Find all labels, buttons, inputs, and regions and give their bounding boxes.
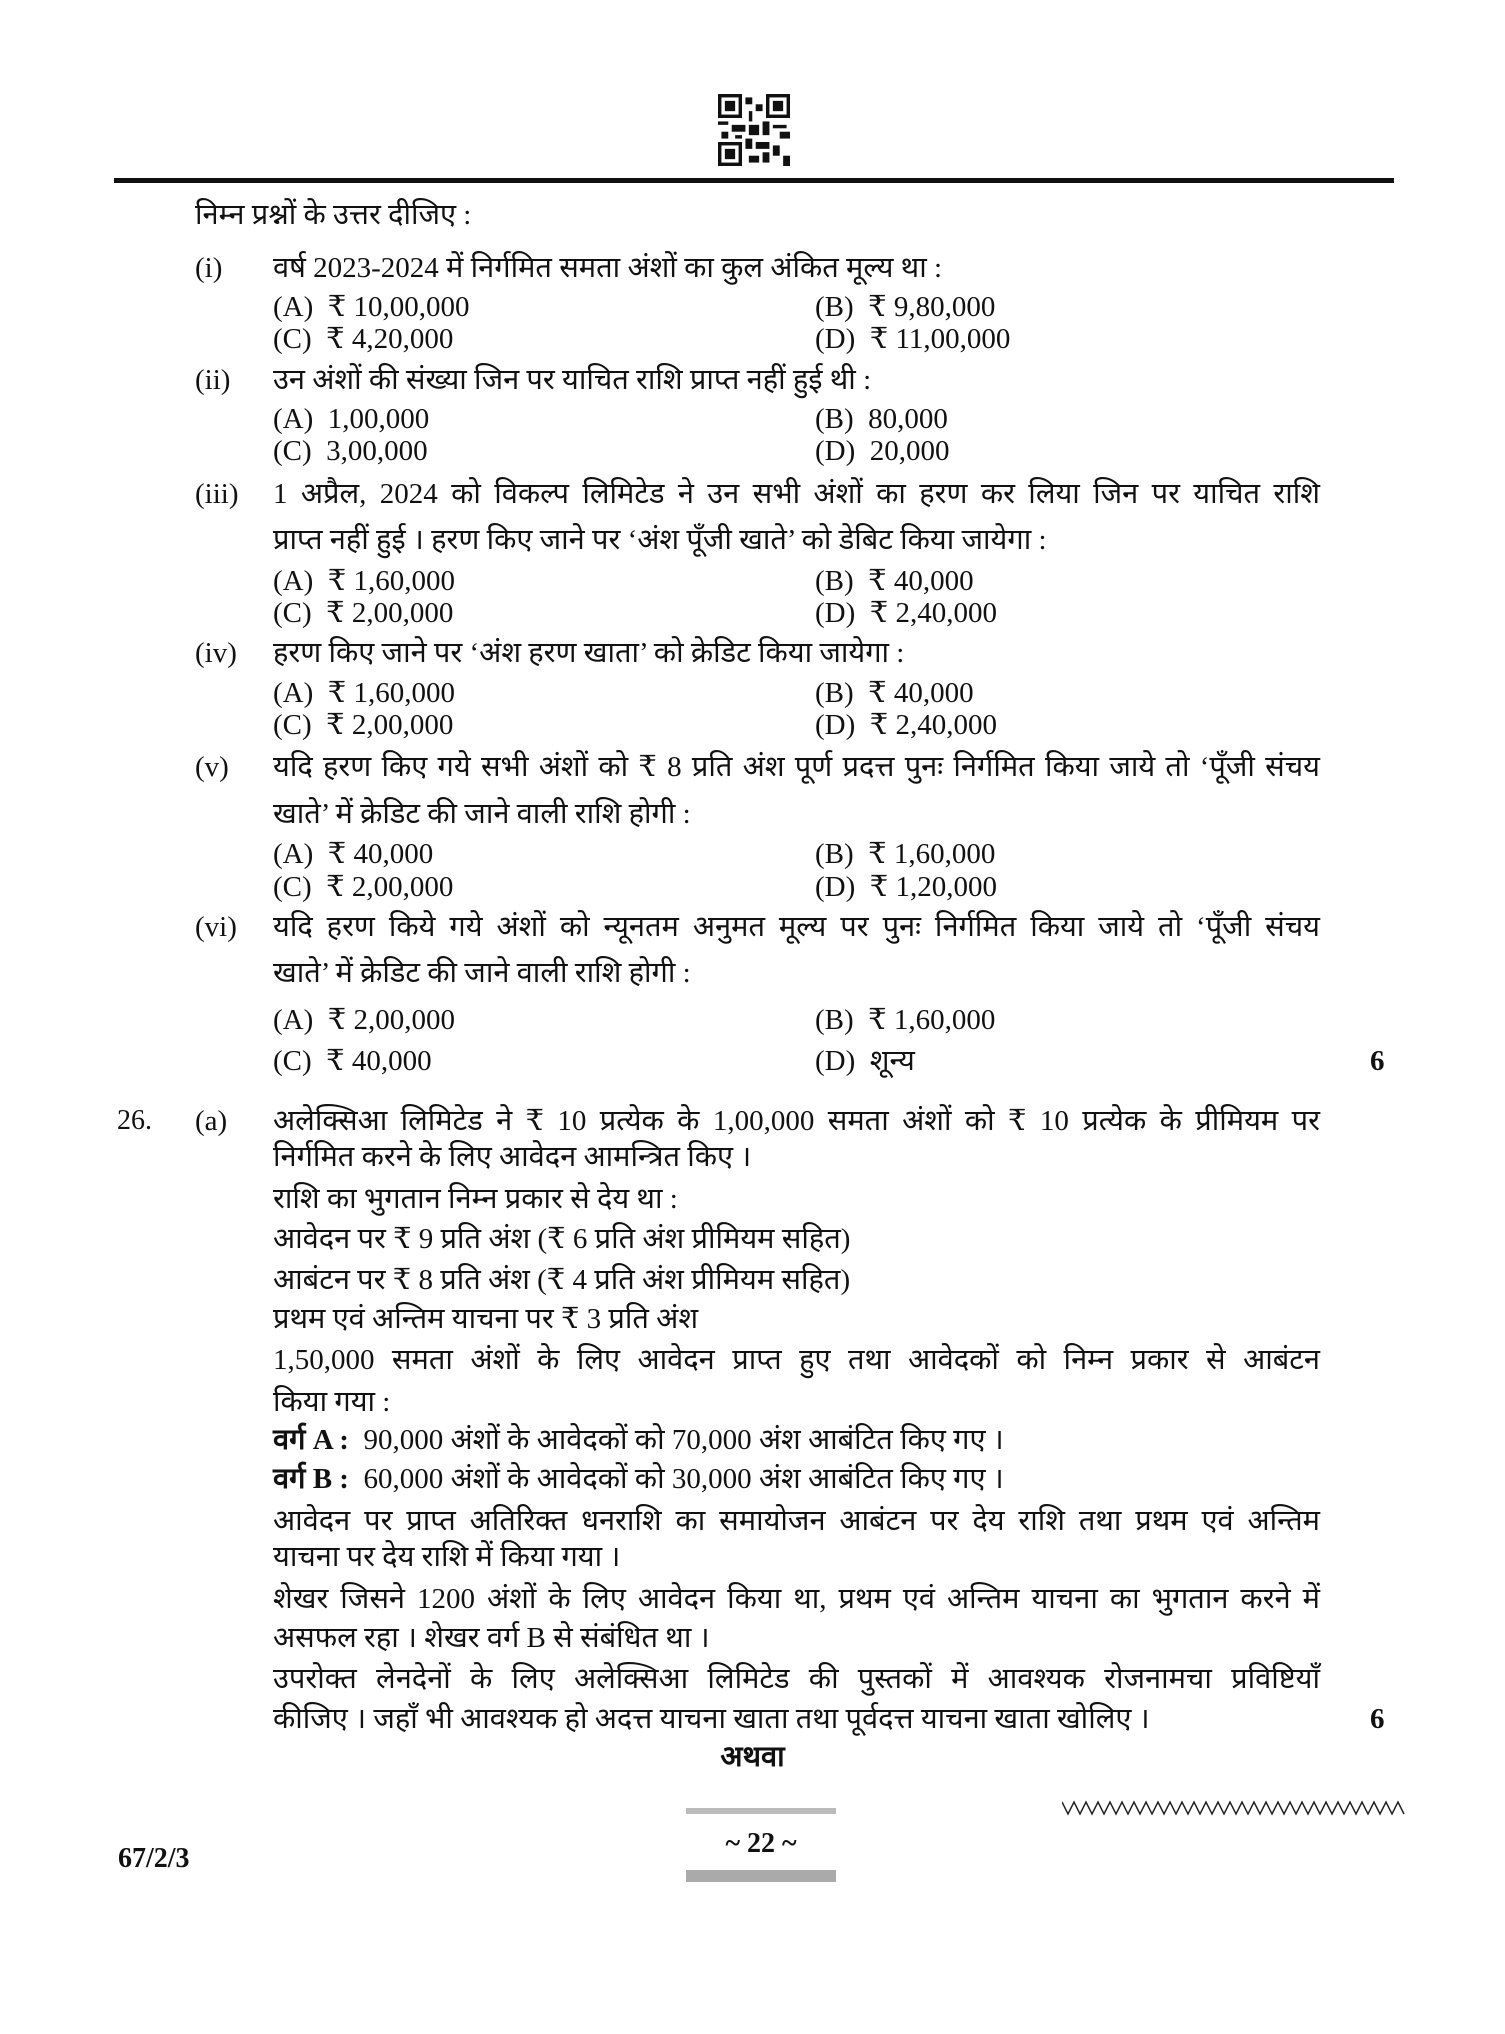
page-number: ~ 22 ~ <box>725 1828 797 1859</box>
question-number: 26. <box>117 1105 152 1136</box>
option-d: (D) 20,000 <box>815 435 950 467</box>
page-number-bar-bottom <box>686 1870 836 1882</box>
option-a: (A) ₹ 2,00,000 <box>273 1004 455 1036</box>
option-b: (B) ₹ 1,60,000 <box>815 1004 996 1036</box>
instructions: निम्न प्रश्नों के उत्तर दीजिए : <box>195 199 472 231</box>
q26-line: अलेक्सिआ लिमिटेड ने ₹ 10 प्रत्येक के 1,00,000 समता अंशों को ₹ 10 प्रत्येक के प्रीमियम पर <box>273 1105 1320 1137</box>
question-text: खाते’ में क्रेडिट की जाने वाली राशि होगी : <box>273 957 691 989</box>
qr-code <box>718 94 790 166</box>
question-text: यदि हरण किये गये अंशों को न्यूनतम अनुमत मूल्य पर पुनः निर्गमित किया जाये तो ‘पूँजी संचय <box>273 911 1320 943</box>
option-d: (D) ₹ 11,00,000 <box>815 323 1011 355</box>
option-a: (A) 1,00,000 <box>273 403 430 435</box>
q26-line: आवेदन पर प्राप्त अतिरिक्त धनराशि का समायोजन आबंटन पर देय राशि तथा प्रथम एवं अन्तिम <box>273 1505 1320 1537</box>
option-c: (C) ₹ 2,00,000 <box>273 597 454 629</box>
option-d: (D) ₹ 1,20,000 <box>815 871 997 903</box>
option-a: (A) ₹ 10,00,000 <box>273 291 470 323</box>
question-text: प्राप्त नहीं हुई । हरण किए जाने पर ‘अंश पूँजी खाते’ को डेबिट किया जायेगा : <box>273 524 1047 556</box>
page-number-bar-top <box>686 1808 836 1814</box>
q26-group-a: वर्ग A : 90,000 अंशों के आवेदकों को 70,000 अंश आबंटित किए गए । <box>273 1424 1004 1456</box>
question-number: (iv) <box>195 637 237 669</box>
option-b: (B) ₹ 9,80,000 <box>815 291 996 323</box>
question-part: (a) <box>195 1105 228 1137</box>
q26-line: असफल रहा । शेखर वर्ग B से संबंधित था । <box>273 1622 710 1654</box>
or-separator: अथवा <box>720 1741 785 1773</box>
option-a: (A) ₹ 40,000 <box>273 838 434 870</box>
q26-line: उपरोक्त लेनदेनों के लिए अलेक्सिआ लिमिटेड की पुस्तकों में आवश्यक रोजनामचा प्रविष्टियाँ <box>273 1663 1320 1695</box>
q26-line: किया गया : <box>273 1386 391 1418</box>
question-number: (iii) <box>195 478 239 510</box>
question-number: (v) <box>195 751 229 783</box>
header-rule <box>114 178 1394 183</box>
option-b: (B) 80,000 <box>815 403 948 435</box>
question-text: वर्ष 2023-2024 में निर्गमित समता अंशों का कुल अंकित मूल्य था : <box>273 252 943 284</box>
option-c: (C) ₹ 4,20,000 <box>273 323 454 355</box>
question-text: 1 अप्रैल, 2024 को विकल्प लिमिटेड ने उन सभी अंशों का हरण कर लिया जिन पर याचित राशि <box>273 478 1320 510</box>
option-d: (D) ₹ 2,40,000 <box>815 709 997 741</box>
q26-line: शेखर जिसने 1200 अंशों के लिए आवेदन किया था, प्रथम एवं अन्तिम याचना का भुगतान करने में <box>273 1583 1320 1615</box>
question-text: खाते’ में क्रेडिट की जाने वाली राशि होगी : <box>273 798 691 830</box>
q26-line: याचना पर देय राशि में किया गया । <box>273 1541 621 1573</box>
q26-line: राशि का भुगतान निम्न प्रकार से देय था : <box>273 1183 678 1215</box>
q26-group-b: वर्ग B : 60,000 अंशों के आवेदकों को 30,000 अंश आबंटित किए गए । <box>273 1463 1004 1495</box>
zigzag-continuation-mark <box>1062 1800 1408 1816</box>
q26-line: 1,50,000 समता अंशों के लिए आवेदन प्राप्त हुए तथा आवेदकों को निम्न प्रकार से आबंटन <box>273 1344 1320 1376</box>
q26-line: निर्गमित करने के लिए आवेदन आमन्त्रित किए । <box>273 1141 752 1173</box>
option-b: (B) ₹ 1,60,000 <box>815 838 996 870</box>
q26-line: कीजिए । जहाँ भी आवश्यक हो अदत्त याचना खाता तथा पूर्वदत्त याचना खाता खोलिए । <box>273 1703 1150 1735</box>
option-c: (C) ₹ 40,000 <box>273 1045 432 1077</box>
option-b: (B) ₹ 40,000 <box>815 565 974 597</box>
question-text: उन अंशों की संख्या जिन पर याचित राशि प्राप्त नहीं हुई थी : <box>273 364 872 396</box>
marks: 6 <box>1370 1045 1385 1077</box>
marks: 6 <box>1370 1703 1385 1735</box>
option-b: (B) ₹ 40,000 <box>815 677 974 709</box>
option-a: (A) ₹ 1,60,000 <box>273 565 455 597</box>
question-number: (ii) <box>195 364 231 396</box>
paper-code: 67/2/3 <box>118 1843 190 1874</box>
option-a: (A) ₹ 1,60,000 <box>273 677 455 709</box>
option-c: (C) 3,00,000 <box>273 435 428 467</box>
question-number: (i) <box>195 252 223 284</box>
question-number: (vi) <box>195 911 237 943</box>
option-d: (D) ₹ 2,40,000 <box>815 597 997 629</box>
option-d: (D) शून्य <box>815 1045 915 1077</box>
q26-line: आबंटन पर ₹ 8 प्रति अंश (₹ 4 प्रति अंश प्रीमियम सहित) <box>273 1264 851 1296</box>
q26-line: प्रथम एवं अन्तिम याचना पर ₹ 3 प्रति अंश <box>273 1303 699 1335</box>
question-text: हरण किए जाने पर ‘अंश हरण खाता’ को क्रेडिट किया जायेगा : <box>273 637 905 669</box>
question-text: यदि हरण किए गये सभी अंशों को ₹ 8 प्रति अंश पूर्ण प्रदत्त पुनः निर्गमित किया जाये तो ‘पूँजी संचय <box>273 751 1320 783</box>
option-c: (C) ₹ 2,00,000 <box>273 871 454 903</box>
page-number-block <box>686 1808 836 1882</box>
q26-line: आवेदन पर ₹ 9 प्रति अंश (₹ 6 प्रति अंश प्रीमियम सहित) <box>273 1223 851 1255</box>
option-c: (C) ₹ 2,00,000 <box>273 709 454 741</box>
